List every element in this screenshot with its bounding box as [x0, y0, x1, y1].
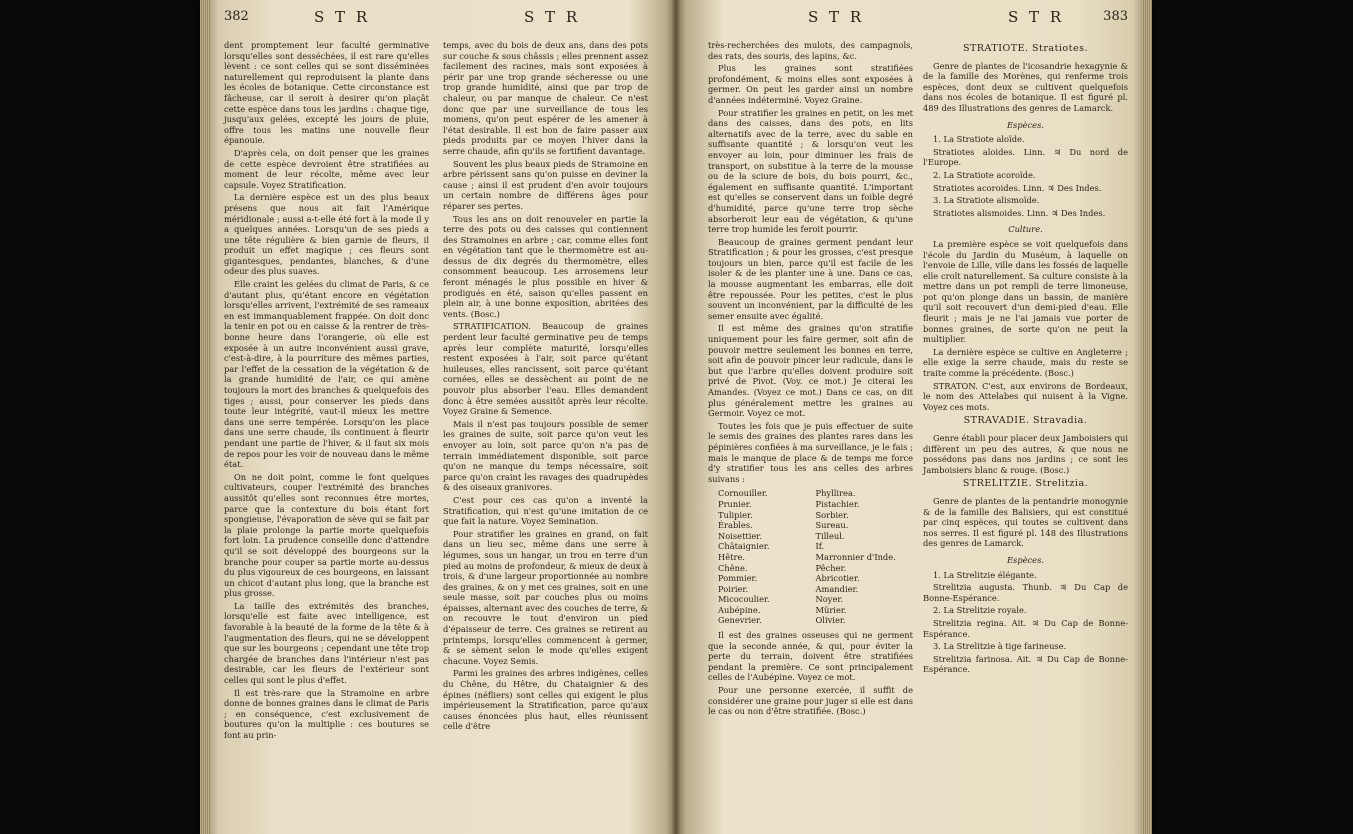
- paragraph: La dernière espèce est un des plus beaux présens que nous ait fait l'Amérique méridionale ; aussi a-t-elle été fort à la mode il y a quelques années. Lorsqu'un de ses pieds a une tête régulière & bien garnie de fleurs, il produit un effet magique ; ces fleurs sont gigantesques, pendantes, blanches, & d'une odeur des plus suaves.: [224, 192, 429, 277]
- list-item: Prunier.: [718, 498, 752, 509]
- paragraph: Plus les graines sont stratifiées profondément, & moins elles sont exposées à germer. On peut les garder ainsi un nombre d'années indéterminé. Voyez Graine.: [708, 63, 913, 105]
- list-item: Tilleul.: [815, 530, 845, 541]
- right-page: [708, 8, 1128, 825]
- list-item: Phyllirea.: [815, 488, 856, 499]
- entry-heading-strelitzie: STRELITZIE. Strelitzia.: [962, 478, 1089, 490]
- left-header-right: S T R: [524, 8, 581, 26]
- paragraph: dent promptement leur faculté germinative lorsqu'elles sont desséchées, il est rare qu'elles lèvent : ce sont celles qui se sont disséminées naturellement qui reproduisent la plante dans les écoles de botanique. Cette circonstance est fâcheuse, car il seroit à desirer qu'on plaçât cette espèce dans tous les jardins : chaque tige, jusqu'aux gelées, excepté les jours de pluie, offre tous les matins une nouvelle fleur épanouie.: [224, 40, 429, 146]
- paragraph: Genre de plantes de la pentandrie monogynie & de la famille des Balisiers, qui est constitué par cinq espèces, qui toutes se cultivent dans nos serres. Il est figuré pl. 148 des Illustrations des genres de Lamarck.: [923, 495, 1128, 549]
- paragraph: Il est même des graines qu'on stratifie uniquement pour les faire germer, soit afin de pouvoir mettre seulement les bonnes en terre, soit afin de pouvoir pincer leur radicule, dans le but que l'arbre qu'elles doivent produire soit privé de Pivot. (Voy. ce mot.) Je citerai les Amandes. (Voyez ce mot.) Dans ce cas, on dit plus généralement mettre les graines au Germoir. Voyez ce mot.: [708, 323, 913, 419]
- right-header-right: S T R: [1008, 8, 1065, 26]
- paragraph: très-recherchées des mulots, des campagnols, des rats, des souris, des lapins, &c.: [708, 40, 913, 61]
- paragraph: Tous les ans on doit renouveler en partie la terre des pots ou des caisses qui contiennent des Stramoines en arbre ; car, comme elles font en végétation tant que le thermomètre est au-dessus de dix degrés du thermomètre, elles consomment beaucoup. Les arrosemens leur feront ménagés le plus possible en hiver & prodigués en été, saison qu'elles passent en plein air, à une bonne exposition, abritées des vents. (Bosc.): [443, 213, 648, 319]
- list-item: Micocoulier.: [718, 594, 770, 605]
- species-item: 1. La Stratiote aloïde.: [933, 134, 1025, 145]
- list-item: Mûrier.: [815, 604, 847, 615]
- species-item: Stratiotes aloides. Linn. ♃ Du nord de l'Europe.: [923, 146, 1128, 168]
- paragraph: Parmi les graines des arbres indigènes, celles du Chêne, du Hêtre, du Chataignier & des épines (néfliers) sont celles qui exigent le plus impérieusement la Stratification, parce qu'aux causes énoncées plus haut, elles réunissent celle d'être: [443, 668, 648, 732]
- paragraph: Toutes les fois que je puis effectuer de suite le semis des graines des plantes rares dans les pépinières confiées à ma surveillance, je le fais ; mais le manque de place & de temps me force d'y stratifier tous les ans celles des arbres suivans :: [708, 420, 913, 484]
- list-item: Noisettier.: [718, 530, 762, 541]
- left-page-edge: [200, 0, 210, 834]
- section-title: Espèces.: [1007, 119, 1044, 130]
- species-item: 1. La Strelitzie élégante.: [933, 569, 1037, 580]
- list-item: Genevrier.: [718, 615, 762, 626]
- paragraph: La dernière espèce se cultive en Angleterre ; elle exige la serre chaude, mais du reste se traite comme la précédente. (Bosc.): [923, 346, 1128, 379]
- list-item: Érables.: [718, 520, 753, 531]
- paragraph: Genre établi pour placer deux Jamboisiers qui diffèrent un peu des autres, & que nous ne possédons pas dans nos jardins ; ce sont les Jamboisiers blanc & rouge. (Bosc.): [923, 433, 1128, 475]
- list-item: Amandier.: [815, 583, 859, 594]
- left-column-2: [443, 40, 648, 734]
- section-title: Culture.: [1008, 224, 1043, 235]
- list-item: Pommier.: [718, 573, 758, 584]
- list-item: Pêcher.: [815, 562, 847, 573]
- list-item: Pistachier.: [815, 498, 860, 509]
- species-item: 2. La Strelitzie royale.: [933, 605, 1027, 616]
- book-spread: [200, 0, 1152, 834]
- list-item: Abricotier.: [815, 573, 860, 584]
- species-item: 3. La Stratiote alismoïde.: [933, 195, 1040, 206]
- paragraph: STRATON. C'est, aux environs de Bordeaux, le nom des Attelabes qui nuisent à la Vigne. Voyez ces mots.: [923, 380, 1128, 412]
- list-item: If.: [815, 541, 825, 552]
- stratified-tree-list: [718, 488, 913, 626]
- list-item: Châtaignier.: [718, 541, 770, 552]
- paragraph: STRATIFICATION. Beaucoup de graines perdent leur faculté germinative peu de temps après leur complète maturité, lorsqu'elles restent exposées à l'air, soit parce qu'étant huileuses, elles rancissent, soit parce qu'étant cornées, elles se dessèchent au point de ne pouvoir plus absorber l'eau. Elles demandent donc à être semées aussitôt après leur récolte. Voyez Graine & Semence.: [443, 321, 648, 417]
- paragraph: Il est des graines osseuses qui ne germent que la seconde année, & qui, pour éviter la perte du terrain, doivent être stratifiées pendant la première. Ce sont principalement celles de l'Aubépine. Voyez ce mot.: [708, 630, 913, 683]
- list-item: Sorbier.: [815, 509, 849, 520]
- list-item: Sureau.: [815, 520, 849, 531]
- list-item: Chêne.: [718, 562, 748, 573]
- paragraph: D'après cela, on doit penser que les graines de cette espèce devroient être stratifiées au moment de leur récolte, même avec leur capsule. Voyez Stratification.: [224, 147, 429, 190]
- paragraph: La première espèce se voit quelquefois dans l'école du Jardin du Muséum, à laquelle on l'envoie de Lille, ville dans les fossés de laquelle elle croît naturellement. Sa culture consiste à la mettre dans un pot rempli de terre limoneuse, pot qu'on plonge dans un bassin, de manière qu'il soit recouvert d'un demi-pied d'eau. Elle fleurit ; mais je ne l'ai jamais vue porter de bonnes graines, de sorte qu'on ne peut la multiplier.: [923, 238, 1128, 345]
- right-page-number: 383: [1103, 9, 1128, 24]
- paragraph: Pour stratifier les graines en petit, on les met dans des caisses, dans des pots, en lits alternatifs avec de la terre, avec du sable en suffisante quantité ; & lorsqu'on veut les envoyer au loin, pour diminuer les frais de transport, on substitue à la terre de la mousse ou de la sciure de bois, du bois pourri, &c., également en suffisante quantité. L'important est qu'elles se conservent dans un foible degré d'humidité, parce qu'une terre trop sèche absorberoit leur eau de végétation, & qu'une terre trop humide les feroit pourrir.: [708, 107, 913, 235]
- species-item: Stratiotes alismoides. Linn. ♃ Des Indes.: [933, 207, 1106, 218]
- list-item: Marronnier d'Inde.: [815, 551, 896, 562]
- left-page: [224, 8, 648, 825]
- paragraph: La taille des extrémités des branches, lorsqu'elle est faite avec intelligence, est favorable à la beauté de la forme de la tête & à l'augmentation des fleurs, qui ne se développent que sur les bourgeons ; cependant une tête trop chargée de branches dans l'intérieur n'est pas desirable, car les fleurs de l'extérieur sont celles qui sont le plus d'effet.: [224, 600, 429, 686]
- paragraph: Pour une personne exercée, il suffit de considérer une graine pour juger si elle est dans le cas ou non d'être stratifiée. (Bosc.): [708, 685, 913, 717]
- paragraph: temps, avec du bois de deux ans, dans des pots sur couche & sous châssis ; elles prennent assez facilement des racines, mais sont exposées à périr par une trop grande sécheresse ou une trop grande humidité, ainsi que par trop de chaleur, ou par manque de chaleur. Ce n'est donc que par une surveillance de tous les momens, qu'on peut espérer de les amener à l'état desirable. Il est bon de faire passer aux pieds produits par ce moyen l'hiver dans la serre chaude, afin qu'ils se fortifient davantage.: [443, 40, 648, 156]
- species-item: 3. La Strelitzie à tige farineuse.: [933, 641, 1067, 652]
- section-title: Espèces.: [1007, 554, 1044, 565]
- entry-heading-stratiote: STRATIOTE. Stratiotes.: [963, 43, 1088, 54]
- right-column-2: [923, 40, 1128, 677]
- paragraph: Pour stratifier les graines en grand, on fait dans un lieu sec, même dans une serre à légumes, sous un hangar, un trou en terre d'un pied au moins de profondeur, & mieux de deux à trois, & d'une largeur proportionnée au nombre des graines, & on y met ces graines, soit en une seule masse, soit par couches plus ou moins épaisses, alternant avec des couches de terre, & on recouvre le tout d'environ un pied d'épaisseur de terre. Ces graines se retirent au printemps, lorsqu'elles commencent à germer, & se sèment selon le mode qu'elles exigent chacune. Voyez Semis.: [443, 528, 648, 666]
- paragraph: Elle craint les gelées du climat de Paris, & ce d'autant plus, qu'étant encore en végétation lorsqu'elles arrivent, l'extrémité de ses rameaux en est immanquablement frappée. On doit donc la tenir en pot ou en caisse & la rentrer de très-bonne heure dans l'orangerie, où elle est exposée à un autre inconvénient aussi grave, c'est-à-dire, à la pourriture des mêmes parties, par l'effet de la cessation de la végétation & de la grande humidité de l'air, ce qui amène toujours la mort des branches & quelquefois des tiges ; aussi, pour conserver les pieds dans toute leur intégrité, vaut-il mieux les mettre dans une serre tempérée. Lorsqu'on les place dans une serre chaude, ils continuent à fleurir pendant une partie de l'hiver, & il faut six mois de repos pour les voir de nouveau dans le même état.: [224, 279, 429, 470]
- species-item: Strelitzia regina. Ait. ♃ Du Cap de Bonne-Espérance.: [923, 617, 1128, 639]
- left-page-number: 382: [224, 9, 249, 24]
- species-item: 2. La Stratiote acoroïde.: [933, 169, 1036, 180]
- gutter: [666, 0, 686, 834]
- paragraph: On ne doit point, comme le font quelques cultivateurs, couper l'extrémité des branches aussitôt qu'elles sont reconnues être mortes, parce que la contexture du bois étant fort spongieuse, l'évaporation de sève qui se fait par la plaie prolonge la partie morte quelquefois fort loin. La prudence conseille donc d'attendre qu'il se soit développé des bourgeons sur la branche pour couper sa partie morte au-dessus du plus vigoureux de ces bourgeons, en laissant un chicot d'autant plus long, que la branche est plus grosse.: [224, 471, 429, 599]
- list-item: Tulipier.: [718, 509, 753, 520]
- list-item: Aubépine.: [718, 604, 761, 615]
- paragraph: Genre de plantes de l'icosandrie hexagynie & de la famille des Morènes, qui renferme trois espèces, dont deux se cultivent quelquefois dans nos écoles de botanique. Il est figuré pl. 489 des Illustrations des genres de Lamarck.: [923, 60, 1128, 113]
- list-item: Hêtre.: [718, 551, 745, 562]
- list-item: Noyer.: [815, 594, 844, 605]
- list-item: Poirier.: [718, 583, 749, 594]
- paragraph: Souvent les plus beaux pieds de Stramoine en arbre périssent sans qu'on puisse en deviner la cause ; ainsi il est prudent d'en avoir toujours un certain nombre de différens âges pour réparer ses pertes.: [443, 158, 648, 211]
- list-item: Olivier.: [815, 615, 846, 626]
- paragraph: Il est très-rare que la Stramoine en arbre donne de bonnes graines dans le climat de Paris ; en conséquence, c'est exclusivement de boutures qu'on la multiplie : ces boutures se font au prin-: [224, 687, 429, 740]
- right-column-1: [708, 40, 913, 719]
- right-page-edge: [1142, 0, 1152, 834]
- paragraph: C'est pour ces cas qu'on a inventé la Stratification, qui n'est qu'une imitation de ce que fait la nature. Voyez Semination.: [443, 494, 648, 527]
- entry-heading-stravadie: STRAVADIE. Stravadia.: [963, 415, 1088, 427]
- paragraph: Mais il n'est pas toujours possible de semer les graines de suite, soit parce qu'on veut les envoyer au loin, soit parce qu'on n'a pas de terrain immédiatement disponible, soit parce qu'on ne manque du temps nécessaire, soit parce qu'on craint les ravages des quadrupèdes & des oiseaux granivores.: [443, 418, 648, 493]
- left-column-1: [224, 40, 429, 743]
- list-item: Cornouiller.: [718, 488, 768, 499]
- paragraph: Beaucoup de graines germent pendant leur Stratification ; & pour les grosses, c'est presque toujours un bien, parce qu'il est facile de les isoler & de les planter une à une. Dans ce cas, la mousse augmentant les embarras, elle doit être repoussée. Pour les petites, c'est le plus souvent un inconvénient, par la difficulté de les semer ensuite avec égalité.: [708, 236, 913, 321]
- right-header-left: S T R: [808, 8, 865, 26]
- species-item: Strelitzia farinosa. Ait. ♃ Du Cap de Bonne-Espérance.: [923, 653, 1128, 675]
- species-item: Stratiotes acoroides. Linn. ♃ Des Indes.: [933, 182, 1102, 193]
- left-header-left: S T R: [314, 8, 371, 26]
- species-item: Strelitzia augusta. Thunb. ♃ Du Cap de Bonne-Espérance.: [923, 582, 1128, 603]
